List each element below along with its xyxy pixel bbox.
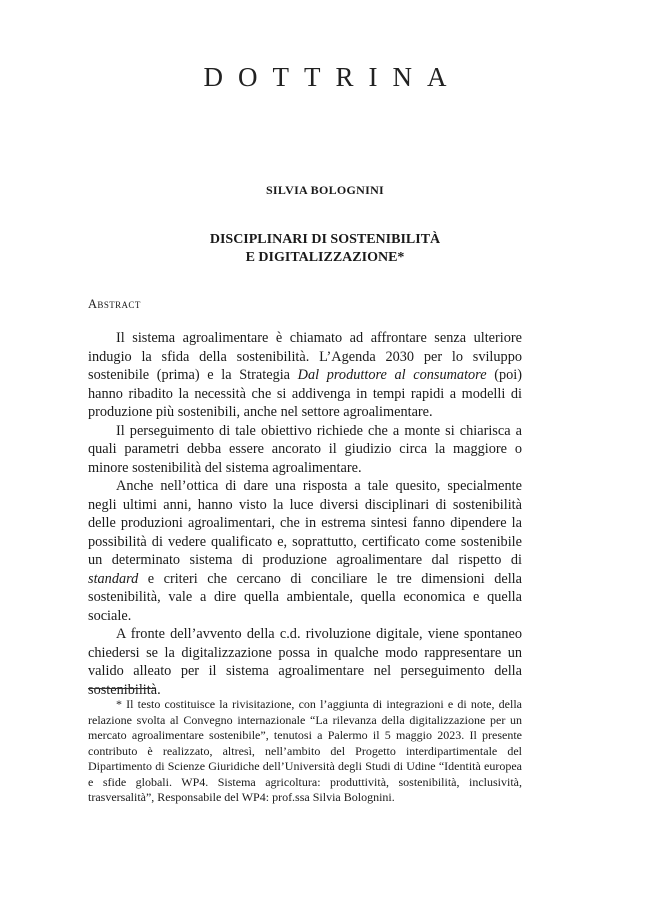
paragraph-1-italic: Dal produttore al consumatore <box>297 367 487 383</box>
abstract-label: Abstract <box>88 297 141 311</box>
footnote <box>88 697 522 806</box>
footnote-divider <box>88 688 156 689</box>
paragraph-1-end: (poi) hanno ribadito la necessità che si addivenga in tempi rapidi a modelli di produzione più sostenibili, anche nel settore agroalimentare. <box>88 367 523 420</box>
author-name: SILVIA BOLOGNINI <box>265 183 385 197</box>
title-line-2: E DIGITALIZZAZIONE* <box>245 250 405 265</box>
paragraph-1-text: Il sistema agroalimentare è chiamato ad affrontare senza ulteriore indugio la sfida della sostenibilità. L’Agenda 2030 per lo sviluppo sostenibile (prima) e la Strategia <box>88 330 522 383</box>
paragraph-4: A fronte dell’avvento della c.d. rivoluzione digitale, viene spontaneo chiedersi se la digitalizzazione possa in qualche modo rappresentare un valido alleato per il sistema agroalimentare nel perseguimento della sostenibilità. <box>88 626 522 698</box>
paragraph-3 <box>88 477 522 625</box>
section-heading: DOTTRINA <box>203 62 462 92</box>
paragraph-2: Il perseguimento di tale obiettivo richiede che a monte si chiarisca a quali parametri debba essere ancorato il giudizio circa la maggiore o minore sostenibilità del sistema agroalimentare. <box>88 422 522 476</box>
article-title <box>0 231 650 267</box>
abstract-body <box>88 329 522 699</box>
paragraph-3-text: Anche nell’ottica di dare una risposta a tale quesito, specialmente negli ultimi anni, hanno visto la luce diversi disciplinari di sostenibilità delle produzioni agroalimentari, che in estrema sintesi fanno dipendere la possibilità di vedere qualificato e, soprattutto, certificato come sostenibile un determinato sistema di produzione agroalimentare dal rispetto di <box>88 478 522 568</box>
paragraph-1 <box>88 329 522 422</box>
title-line-1: DISCIPLINARI DI SOSTENIBILITÀ <box>209 232 441 247</box>
paragraph-3-italic: standard <box>88 570 139 587</box>
footnote-text: * Il testo costituisce la rivisitazione, con l’aggiunta di integrazioni e di note, della relazione svolta al Convegno internazionale “La rilevanza della digitalizzazione per un mercato agroalimentare sostenibile”, tenutosi a Palermo il 5 maggio 2023. Il presente contributo è realizzato, altresì, nell’ambito del Progetto interdipartimentale del Dipartimento di Scienze Giuridiche dell’Università degli Studi di Udine “Identità europea e sfide globali. WP4. Sistema agricoltura: produttività, sostenibilità, inclusività, trasversalità”, Responsabile del WP4: prof.ssa Silvia Bolognini. <box>88 697 522 804</box>
paragraph-3-end: e criteri che cercano di conciliare le tre dimensioni della sostenibilità, vale a dire quella ambientale, quella economica e quella sociale. <box>88 570 522 624</box>
